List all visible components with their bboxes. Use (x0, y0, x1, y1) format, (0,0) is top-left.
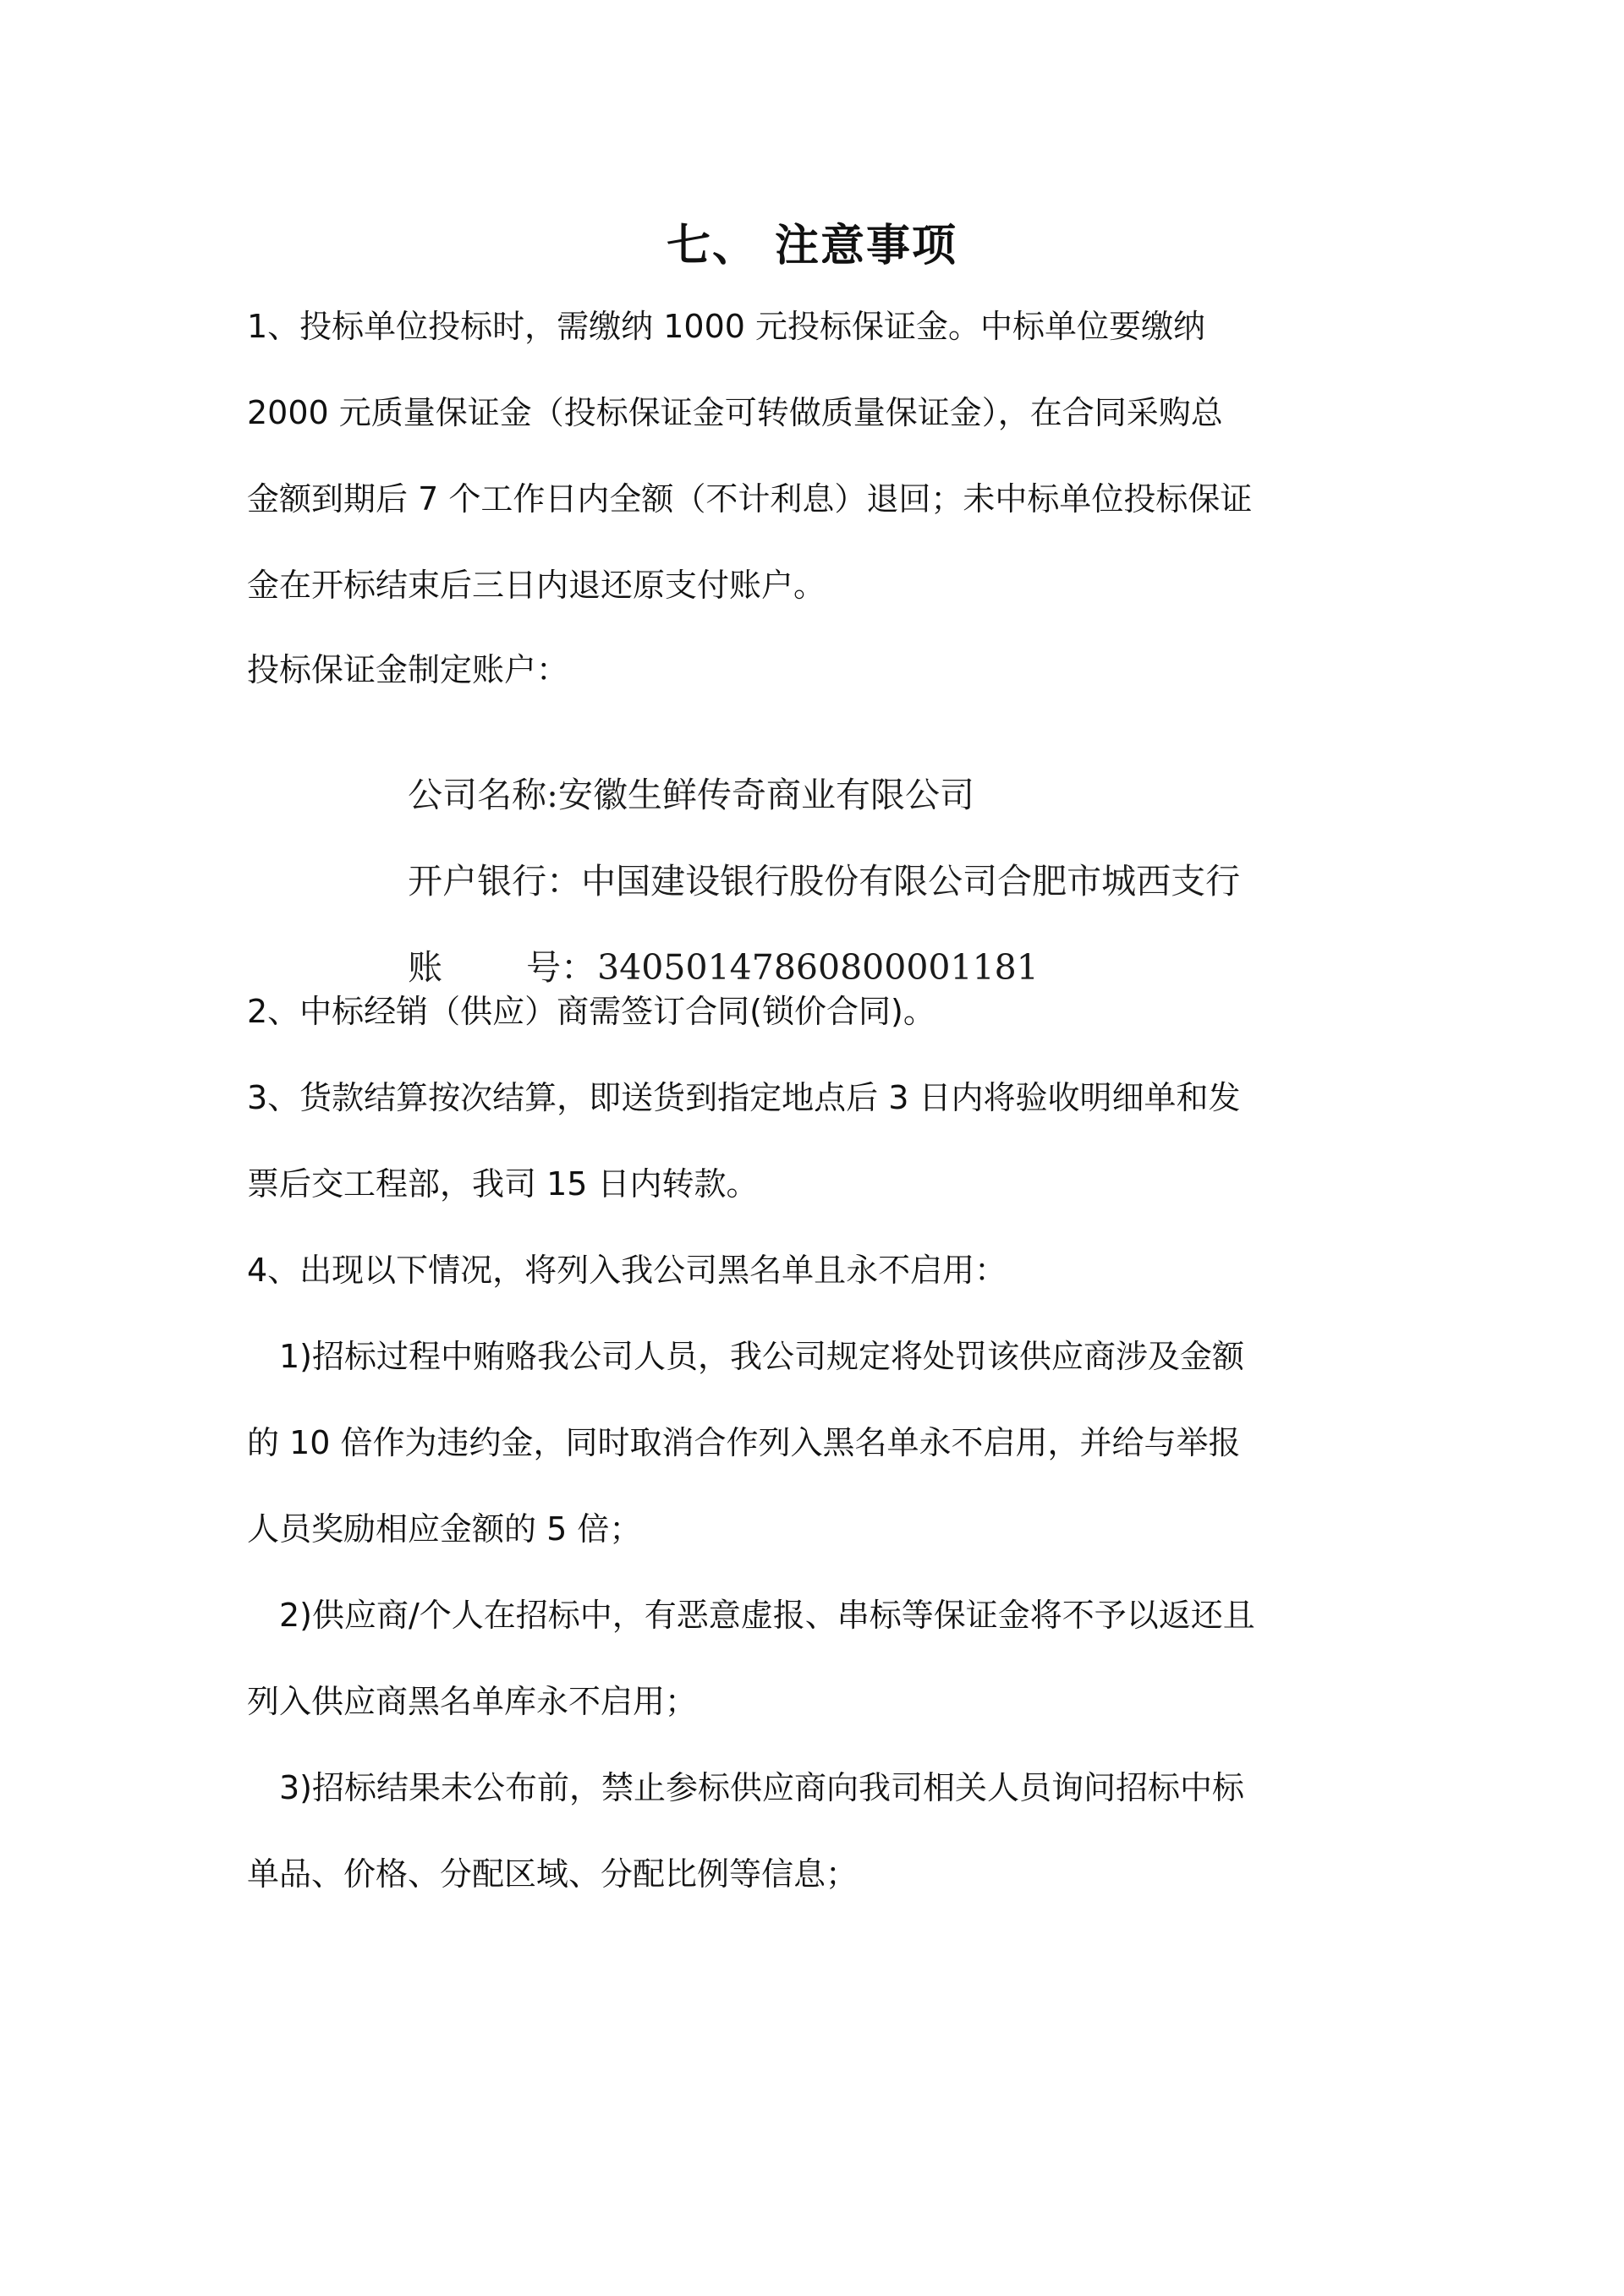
number-label-part-1: 账 (408, 947, 443, 988)
item4-sub1-line-3: 人员奖励相应金额的 5 倍； (247, 1510, 642, 1548)
item4-sub2-line-1: 2)供应商/个人在招标中，有恶意虚报、串标等保证金将不予以返还且 (279, 1597, 1255, 1634)
number-label-part-2: 号： (526, 947, 596, 988)
item4-heading: 4、出现以下情况，将列入我公司黑名单且永不启用： (247, 1252, 1007, 1289)
number-label (408, 945, 597, 989)
item3-line-2: 票后交工程部，我司 15 日内转款。 (247, 1165, 759, 1203)
item2-line: 2、中标经销（供应）商需签订合同(锁价合同)。 (247, 993, 935, 1030)
company-value: 安徽生鲜传奇商业有限公司 (557, 775, 974, 815)
item4-sub1-line-2: 的 10 倍作为违约金，同时取消合作列入黑名单永不启用，并给与举报 (247, 1424, 1241, 1461)
number-value: 34050147860800001181 (597, 947, 1039, 988)
item4-sub3-line-2: 单品、价格、分配区域、分配比例等信息； (247, 1855, 859, 1893)
item3-line-1: 3、货款结算按次结算，即送货到指定地点后 3 日内将验收明细单和发 (247, 1079, 1241, 1116)
item1-line-3: 金额到期后 7 个工作日内全额（不计利息）退回；未中标单位投标保证 (247, 480, 1253, 518)
item1-line-4: 金在开标结束后三日内退还原支付账户。 (247, 567, 826, 604)
bank-value: 中国建设银行股份有限公司合肥市城西支行 (581, 861, 1241, 901)
item4-sub2-line-2: 列入供应商黑名单库永不启用； (247, 1683, 698, 1720)
item1-line-2: 2000 元质量保证金（投标保证金可转做质量保证金），在合同采购总 (247, 394, 1223, 431)
company-label: 公司名称: (408, 775, 558, 815)
item1-line-1: 1、投标单位投标时，需缴纳 1000 元投标保证金。中标单位要缴纳 (247, 308, 1206, 345)
account-heading: 投标保证金制定账户： (247, 651, 569, 688)
bank-label: 开户银行： (408, 861, 582, 901)
item4-sub3-line-1: 3)招标结果未公布前，禁止参标供应商向我司相关人员询问招标中标 (279, 1769, 1245, 1806)
section-title: 七、 注意事项 (666, 221, 958, 271)
item4-sub1-line-1: 1)招标过程中贿赂我公司人员，我公司规定将处罚该供应商涉及金额 (279, 1338, 1245, 1375)
